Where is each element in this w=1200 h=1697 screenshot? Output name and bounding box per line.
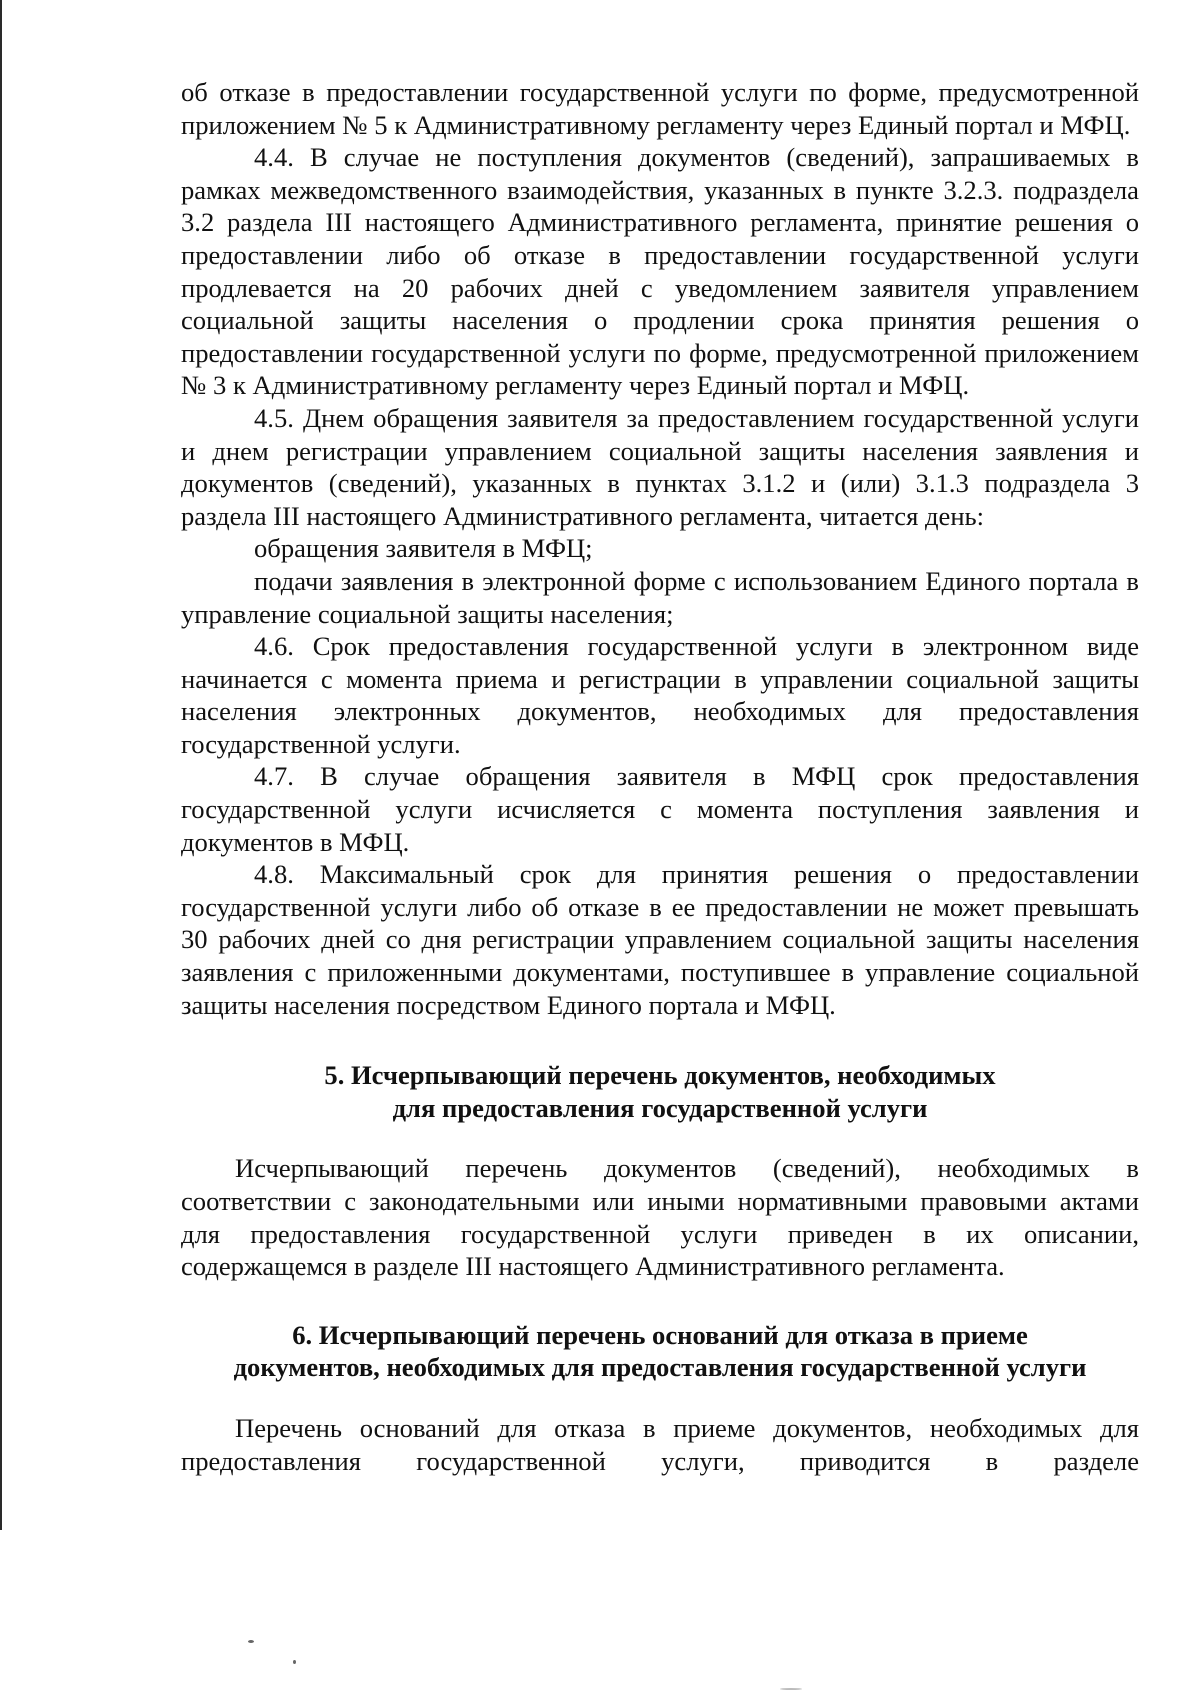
paragraph-4-6: 4.6. Срок предоставления государственной услуги в электронном виде начинается с момента приема и регистрации в управлении социальной защиты населения электронных документов, необходимых для предоставления государственной услуги. [181,631,1139,759]
section-5-body: Исчерпывающий перечень документов (сведений), необходимых в соответствии с законодательными или иными нормативными правовыми актами для предоставления государственной услуги приведен в их описании, содержащемся в разделе III настоящего Административного регламента. [181,1153,1139,1282]
section-5-heading [181,1059,1139,1124]
paragraph-4-5-item-portal: подачи заявления в электронной форме с использованием Единого портала в управление социальной защиты населения; [181,565,1139,629]
section-5-heading-line-2: для предоставления государственной услуги [392,1092,928,1123]
section-6-heading-line-1: 6. Исчерпывающий перечень оснований для отказа в приеме [292,1319,1028,1350]
paragraph-4-5: 4.5. Днем обращения заявителя за предоставлением государственной услуги и днем регистрации управлением социальной защиты населения заявления и документов (сведений), указанных в пунктах 3.1.2 и (или) 3.1.3 подраздела 3 раздела III настоящего Административного регламента, читается день: [181,402,1139,531]
section-6-body: Перечень оснований для отказа в приеме документов, необходимых для предоставления государственной услуги, приводится в разделе [181,1412,1139,1476]
scan-speck [780,1688,802,1690]
section-6-heading [181,1319,1139,1384]
section-6-heading-line-2: документов, необходимых для предоставления государственной услуги [233,1352,1087,1383]
paragraph-intro: об отказе в предоставлении государственной услуги по форме, предусмотренной приложением № 5 к Административному регламенту через Единый портал и МФЦ. [181,77,1139,140]
paragraph-4-5-item-mfc: обращения заявителя в МФЦ; [254,533,593,564]
scan-speck [293,1660,296,1664]
paragraph-4-7: 4.7. В случае обращения заявителя в МФЦ срок предоставления государственной услуги исчисляется с момента поступления заявления и документов в МФЦ. [181,761,1139,857]
paragraph-4-8: 4.8. Максимальный срок для принятия решения о предоставлении государственной услуги либо об отказе в ее предоставлении не может превышать 30 рабочих дней со дня регистрации управлением социальной защиты населения заявления с приложенными документами, поступившее в управление социальной защиты населения посредством Единого портала и МФЦ. [181,859,1139,1020]
scan-edge-line [0,0,2,1530]
document-body [181,76,1139,1477]
section-5-heading-line-1: 5. Исчерпывающий перечень документов, необходимых [324,1060,996,1091]
paragraph-4-4: 4.4. В случае не поступления документов (сведений), запрашиваемых в рамках межведомственного взаимодействия, указанных в пункте 3.2.3. подраздела 3.2 раздела III настоящего Административного регламента, принятие решения о предоставлении либо об отказе в предоставлении государственной услуги продлевается на 20 рабочих дней с уведомлением заявителя управлением социальной защиты населения о продлении срока принятия решения о предоставлении государственной услуги по форме, предусмотренной приложением № 3 к Административному регламенту через Единый портал и МФЦ. [181,142,1139,401]
scan-speck [248,1640,254,1643]
